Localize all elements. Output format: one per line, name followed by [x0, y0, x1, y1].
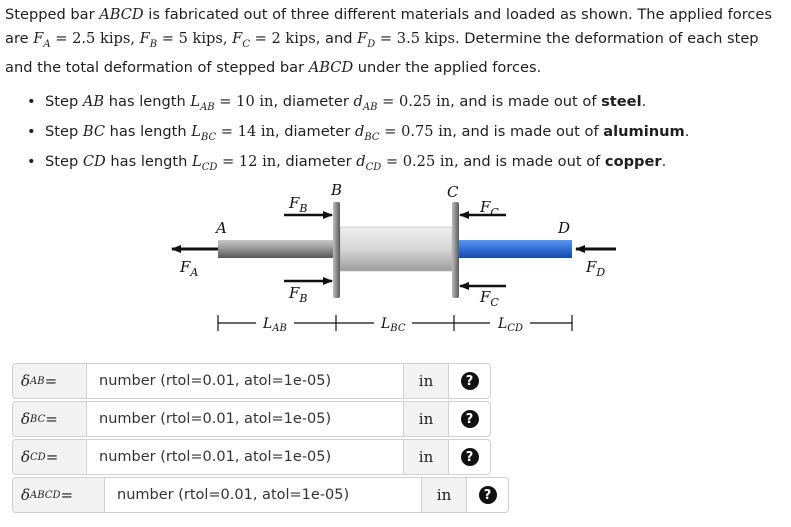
force-a-symbol: F — [33, 29, 44, 47]
label-lbc — [380, 316, 406, 334]
force-c-sub: C — [242, 38, 250, 50]
label-lab — [262, 316, 287, 334]
step-name: CD — [82, 152, 106, 170]
label-fc-top — [479, 198, 499, 219]
answer-label — [12, 439, 86, 475]
bar-name: ABCD — [99, 6, 144, 23]
equals-sign: = — [45, 448, 59, 466]
length-sub: AB — [200, 101, 215, 113]
label-d: D — [558, 219, 571, 237]
diameter-value: = 0.75 in — [379, 122, 453, 140]
length-sub: BC — [200, 131, 217, 143]
delta-sub: BC — [30, 413, 46, 425]
force-d-sub: D — [367, 38, 376, 50]
delta-symbol: δ — [21, 410, 31, 428]
delta-symbol: δ — [21, 486, 31, 504]
fa-sub: A — [190, 266, 199, 279]
force-d-symbol: F — [357, 29, 368, 47]
plate-c — [452, 202, 459, 298]
label-lcd — [497, 316, 523, 334]
text-span: , and is made out of — [453, 152, 605, 170]
fc-symbol: F — [480, 198, 491, 216]
text-span: Step — [45, 122, 83, 140]
stepped-bar-figure — [160, 178, 630, 350]
length-sub: CD — [201, 161, 218, 173]
segment-cd-copper — [456, 240, 572, 258]
fb-sub: B — [299, 202, 308, 215]
fc-sub: C — [490, 296, 499, 309]
force-d-value: = 3.5 kips — [375, 29, 455, 47]
help-button[interactable] — [449, 401, 491, 437]
help-button[interactable] — [449, 363, 491, 399]
unit-label: in — [404, 439, 449, 475]
delta-bc-input[interactable] — [86, 401, 404, 437]
text-span: is fabricated out of three different materials and loaded as shown. The applied forces are — [5, 6, 772, 47]
unit-label: in — [404, 401, 449, 437]
length-value: = 10 in — [214, 93, 274, 110]
help-button[interactable] — [449, 439, 491, 475]
text-span: , diameter — [273, 93, 354, 110]
label-fd — [585, 258, 605, 279]
step-ab — [27, 90, 689, 120]
equals-sign: = — [60, 486, 74, 504]
equals-sign: = — [45, 410, 58, 428]
text-span: Stepped bar — [5, 6, 100, 23]
steps-list — [27, 90, 689, 180]
answer-row-ab — [12, 363, 491, 399]
text-span: , diameter — [276, 152, 357, 170]
lbc-sub: BC — [390, 323, 406, 334]
delta-symbol: δ — [21, 372, 31, 390]
question-icon: ? — [461, 448, 479, 466]
text-span: , and is made out of — [450, 93, 602, 110]
label-fc-bottom — [479, 288, 499, 309]
l-symbol: L — [498, 316, 508, 332]
length-value: = 12 in — [217, 152, 277, 170]
label-a: A — [216, 219, 227, 237]
fc-symbol: F — [480, 288, 491, 306]
fa-symbol: F — [180, 258, 191, 276]
length-value: = 14 in — [216, 122, 275, 140]
text-span: . Determine the deformation of each step and the total deformation of stepped bar — [5, 29, 759, 76]
text-span: has length — [105, 122, 192, 140]
text-span: Step — [45, 152, 83, 170]
label-fb-top — [288, 194, 308, 215]
fc-sub: C — [490, 206, 499, 219]
text-span: . — [641, 93, 647, 110]
text-span: . — [661, 152, 667, 170]
delta-abcd-input[interactable] — [104, 477, 422, 513]
plate-b — [333, 202, 340, 298]
unit-label: in — [422, 477, 467, 513]
step-cd — [27, 150, 689, 180]
answer-label — [12, 477, 104, 513]
text-span: , diameter — [274, 122, 356, 140]
diameter-sub: CD — [365, 161, 382, 173]
label-b: B — [331, 181, 343, 199]
l-symbol: L — [381, 316, 391, 332]
diameter-sub: BC — [364, 131, 380, 143]
text-span: has length — [104, 93, 191, 110]
material: steel — [601, 93, 642, 110]
help-button[interactable] — [467, 477, 509, 513]
diameter-sub: AB — [362, 101, 378, 113]
answer-row-bc — [12, 401, 491, 437]
segment-ab-steel — [218, 240, 336, 258]
text-span: , and — [315, 29, 358, 47]
length-symbol: L — [190, 93, 201, 110]
l-symbol: L — [263, 316, 273, 332]
fb-sub: B — [299, 292, 308, 305]
answer-label — [12, 401, 86, 437]
force-c-symbol: F — [232, 29, 243, 47]
lcd-sub: CD — [507, 323, 523, 334]
text-span: , and is made out of — [452, 122, 604, 140]
segment-bc-aluminum — [340, 227, 452, 271]
question-icon: ? — [461, 372, 479, 390]
equals-sign: = — [44, 372, 58, 390]
text-span: . — [684, 122, 690, 140]
question-icon: ? — [479, 486, 497, 504]
diameter-symbol: d — [355, 122, 365, 140]
force-b-sub: B — [149, 38, 158, 50]
force-a-value: = 2.5 kips, — [50, 29, 140, 47]
step-name: BC — [82, 122, 106, 140]
bar-name: ABCD — [308, 58, 354, 76]
step-bc — [27, 120, 689, 150]
problem-text — [5, 3, 785, 79]
problem-statement — [5, 3, 785, 79]
fd-symbol: F — [586, 258, 597, 276]
length-symbol: L — [191, 122, 201, 140]
delta-sub: AB — [30, 375, 45, 387]
fb-symbol: F — [289, 194, 300, 212]
text-span: has length — [105, 152, 192, 170]
fb-symbol: F — [289, 284, 300, 302]
force-b-symbol: F — [139, 29, 150, 47]
diameter-symbol: d — [356, 152, 366, 170]
force-c-value: = 2 kips — [249, 29, 316, 47]
delta-sub: CD — [30, 451, 46, 463]
force-b-value: = 5 kips, — [157, 29, 233, 47]
delta-sub: ABCD — [30, 489, 61, 501]
text-span: Step — [45, 93, 83, 110]
diameter-value: = 0.25 in — [381, 152, 454, 170]
label-fa — [179, 258, 198, 279]
answer-row-cd — [12, 439, 491, 475]
step-name: AB — [82, 93, 105, 110]
text-span: under the applied forces. — [353, 58, 542, 76]
lab-sub: AB — [272, 323, 287, 334]
length-symbol: L — [191, 152, 202, 170]
label-c: C — [447, 183, 459, 201]
question-icon: ? — [461, 410, 479, 428]
answer-row-abcd — [12, 477, 509, 513]
diameter-symbol: d — [353, 93, 363, 110]
delta-ab-input[interactable] — [86, 363, 404, 399]
material: copper — [604, 152, 662, 170]
delta-cd-input[interactable] — [86, 439, 404, 475]
diameter-value: = 0.25 in — [377, 93, 451, 110]
unit-label: in — [404, 363, 449, 399]
delta-symbol: δ — [21, 448, 31, 466]
label-fb-bottom — [288, 284, 308, 305]
force-a-sub: A — [43, 38, 51, 50]
material: aluminum — [603, 122, 685, 140]
answer-label — [12, 363, 86, 399]
fd-sub: D — [596, 266, 606, 279]
